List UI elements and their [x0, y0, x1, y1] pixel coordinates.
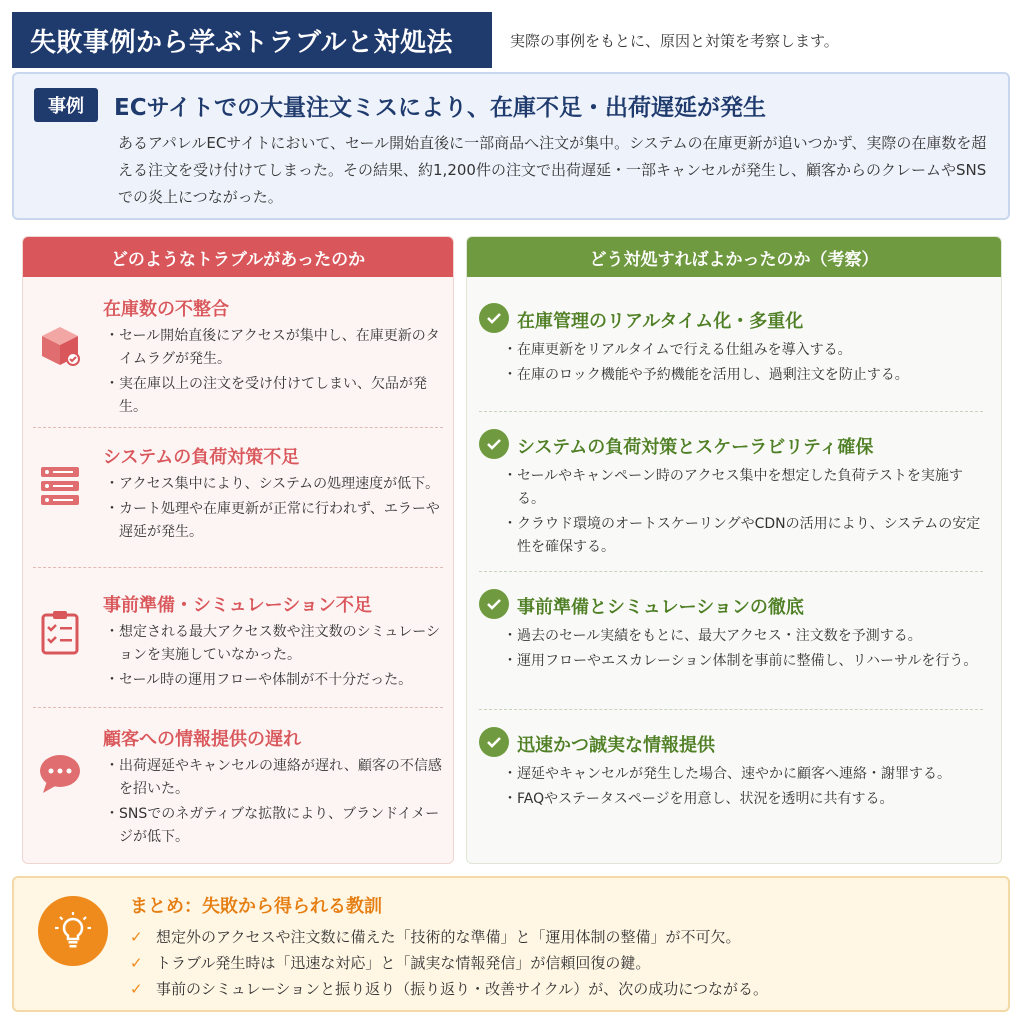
summary-point-text: トラブル発生時は「迅速な対応」と「誠実な情報発信」が信頼回復の鍵。 [156, 954, 651, 972]
bullet: ・ FAQやステータスページを用意し、状況を透明に共有する。 [503, 788, 983, 811]
checklist-icon [37, 609, 83, 655]
summary-title: まとめ：失敗から得られる教訓 [130, 896, 382, 917]
trouble-panel-heading: どのようなトラブルがあったのか [23, 237, 453, 277]
bullet: ・ セール時の運用フローや体制が不十分だった。 [105, 669, 450, 692]
bullet: ・ 運用フローやエスカレーション体制を事前に整備し、リハーサルを行う。 [503, 650, 983, 673]
trouble-item-bullets [105, 325, 450, 421]
solution-item-bullets [503, 465, 983, 561]
trouble-item-bullets [105, 755, 450, 851]
solution-item-bullets [503, 625, 983, 675]
bullet: ・ セールやキャンペーン時のアクセス集中を想定した負荷テストを実施する。 [503, 465, 983, 511]
bullet: ・ 想定される最大アクセス数や注文数のシミュレーションを実施していなかった。 [105, 621, 450, 667]
speech-bubble-icon [37, 751, 83, 797]
trouble-item-title: 在庫数の不整合 [103, 299, 229, 320]
divider [479, 709, 983, 710]
solution-item-title: 事前準備とシミュレーションの徹底 [517, 597, 804, 618]
check-circle-icon [479, 429, 509, 459]
check-circle-icon [479, 589, 509, 619]
box-icon [37, 323, 83, 369]
solution-item-bullets [503, 339, 983, 389]
summary-points [130, 924, 1000, 1002]
trouble-panel [22, 236, 454, 864]
case-title: ECサイトでの大量注文ミスにより、在庫不足・出荷遅延が発生 [114, 94, 766, 121]
page-title: 失敗事例から学ぶトラブルと対処法 [12, 12, 492, 68]
check-circle-icon [479, 303, 509, 333]
divider [33, 707, 443, 708]
divider [479, 571, 983, 572]
checkmark-icon: ✓ [130, 954, 143, 972]
divider [33, 567, 443, 568]
divider [33, 427, 443, 428]
solution-item-bullets [503, 763, 983, 813]
bullet: ・ 遅延やキャンセルが発生した場合、速やかに顧客へ連絡・謝罪する。 [503, 763, 983, 786]
trouble-item-bullets [105, 621, 450, 694]
trouble-item-title: システムの負荷対策不足 [103, 447, 300, 468]
lightbulb-icon [38, 896, 108, 966]
summary-box [12, 876, 1010, 1012]
summary-point [130, 950, 1000, 976]
trouble-item-title: 事前準備・シミュレーション不足 [103, 595, 372, 616]
bullet: ・ カート処理や在庫更新が正常に行われず、エラーや遅延が発生。 [105, 498, 450, 544]
case-badge: 事例 [34, 88, 98, 122]
bullet: ・ 在庫のロック機能や予約機能を活用し、過剰注文を防止する。 [503, 364, 983, 387]
solution-panel [466, 236, 1002, 864]
bullet: ・ 出荷遅延やキャンセルの連絡が遅れ、顧客の不信感を招いた。 [105, 755, 450, 801]
bullet: ・ セール開始直後にアクセスが集中し、在庫更新のタイムラグが発生。 [105, 325, 450, 371]
trouble-item-bullets [105, 473, 450, 546]
bullet: ・ 在庫更新をリアルタイムで行える仕組みを導入する。 [503, 339, 983, 362]
summary-point-text: 事前のシミュレーションと振り返り（振り返り・改善サイクル）が、次の成功につながる。 [156, 980, 769, 998]
case-box [12, 72, 1010, 220]
check-circle-icon [479, 727, 509, 757]
server-icon [37, 463, 83, 509]
solution-item-title: システムの負荷対策とスケーラビリティ確保 [517, 437, 874, 458]
summary-point [130, 976, 1000, 1002]
solution-item-title: 在庫管理のリアルタイム化・多重化 [517, 311, 804, 332]
bullet: ・ 過去のセール実績をもとに、最大アクセス・注文数を予測する。 [503, 625, 983, 648]
bullet: ・ 実在庫以上の注文を受け付けてしまい、欠品が発生。 [105, 373, 450, 419]
summary-point [130, 924, 1000, 950]
summary-point-text: 想定外のアクセスや注文数に備えた「技術的な準備」と「運用体制の整備」が不可欠。 [156, 928, 741, 946]
divider [479, 411, 983, 412]
trouble-item-title: 顧客への情報提供の遅れ [103, 729, 301, 750]
checkmark-icon: ✓ [130, 980, 143, 998]
page-subtitle: 実際の事例をもとに、原因と対策を考察します。 [510, 31, 839, 50]
case-description: あるアパレルECサイトにおいて、セール開始直後に一部商品へ注文が集中。システムの在庫更新が追いつかず、実際の在庫数を超える注文を受け付けてしまった。その結果、約1,200件の注文で出荷遅延・一部キャンセルが発生し、顧客からのクレームやSNSでの炎上につながった。 [118, 134, 987, 206]
checkmark-icon: ✓ [130, 928, 143, 946]
solution-panel-heading: どう対処すればよかったのか（考察） [467, 237, 1001, 277]
bullet: ・ クラウド環境のオートスケーリングやCDNの活用により、システムの安定性を確保する。 [503, 513, 983, 559]
solution-item-title: 迅速かつ誠実な情報提供 [517, 735, 715, 756]
bullet: ・ アクセス集中により、システムの処理速度が低下。 [105, 473, 450, 496]
page-header [12, 12, 1012, 68]
bullet: ・ SNSでのネガティブな拡散により、ブランドイメージが低下。 [105, 803, 450, 849]
